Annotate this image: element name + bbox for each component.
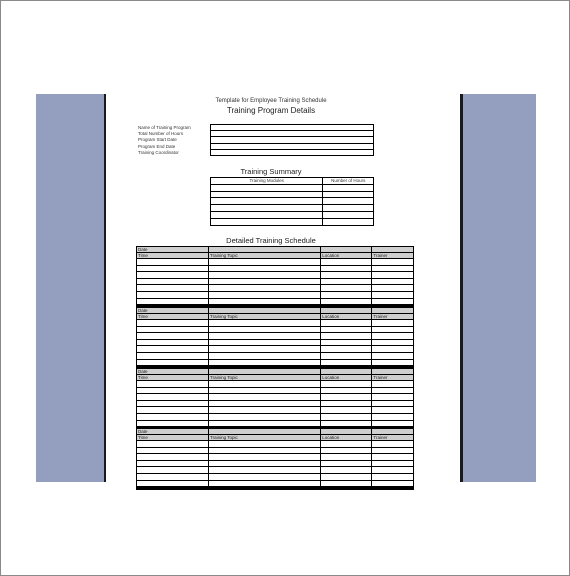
schedule-cell[interactable] [209,259,321,266]
schedule-cell[interactable] [372,326,414,333]
block-end-rule [137,487,414,490]
schedule-table [136,368,414,430]
schedule-cell[interactable] [372,400,414,407]
schedule-cell[interactable] [137,447,209,454]
schedule-row [137,467,414,474]
schedule-cell[interactable] [209,326,321,333]
schedule-cell[interactable] [209,447,321,454]
schedule-cell[interactable] [321,400,372,407]
summary-header-cell: Training Modules [211,178,323,185]
schedule-cell[interactable] [209,413,321,420]
schedule-cell[interactable] [321,320,372,327]
schedule-cell[interactable] [321,259,372,266]
schedule-row [137,473,414,480]
schedule-cell[interactable] [372,394,414,401]
date-label: Date [137,429,209,435]
schedule-cell[interactable] [137,333,209,340]
schedule-cell[interactable] [372,352,414,359]
schedule-cell[interactable] [321,394,372,401]
schedule-row [137,394,414,401]
schedule-cell[interactable] [372,259,414,266]
schedule-cell[interactable] [321,480,372,487]
schedule-cell[interactable] [209,272,321,279]
schedule-cell[interactable] [137,298,209,305]
schedule-cell[interactable] [209,265,321,272]
schedule-header-cell: Time [137,375,209,381]
schedule-header-cell: Trainer [372,375,414,381]
schedule-row [137,480,414,487]
schedule-row [137,298,414,305]
schedule-cell[interactable] [137,285,209,292]
schedule-cell[interactable] [372,265,414,272]
schedule-cell[interactable] [372,387,414,394]
schedule-cell[interactable] [209,441,321,448]
schedule-cell[interactable] [321,460,372,467]
schedule-cell[interactable] [137,467,209,474]
block-end-rule-cell [137,487,414,490]
schedule-cell[interactable] [372,346,414,353]
summary-cell[interactable] [211,198,323,205]
schedule-cell[interactable] [209,278,321,285]
schedule-row [137,265,414,272]
schedule-cell[interactable] [372,441,414,448]
schedule-cell[interactable] [137,291,209,298]
schedule-cell[interactable] [372,467,414,474]
right-side-panel [460,94,536,482]
schedule-cell[interactable] [321,346,372,353]
training-summary-table [210,177,374,226]
details-label: Program End Date [138,143,176,149]
schedule-cell[interactable] [321,352,372,359]
schedule-cell[interactable] [372,298,414,305]
schedule-cell[interactable] [137,407,209,414]
schedule-row [137,272,414,279]
left-side-panel [36,94,106,482]
schedule-cell[interactable] [321,272,372,279]
schedule-cell[interactable] [137,346,209,353]
schedule-cell[interactable] [137,460,209,467]
summary-row [211,205,374,212]
schedule-cell[interactable] [209,298,321,305]
schedule-title: Detailed Training Schedule [226,236,316,245]
schedule-cell[interactable] [137,387,209,394]
schedule-cell[interactable] [209,467,321,474]
schedule-cell[interactable] [137,265,209,272]
schedule-cell[interactable] [209,454,321,461]
schedule-cell[interactable] [137,420,209,427]
schedule-row [137,333,414,340]
schedule-cell[interactable] [321,381,372,388]
schedule-table [136,428,414,490]
schedule-cell[interactable] [372,460,414,467]
schedule-cell[interactable] [209,339,321,346]
schedule-cell[interactable] [321,333,372,340]
summary-cell[interactable] [323,218,374,225]
schedule-header-cell: Trainer [372,435,414,441]
schedule-cell[interactable] [321,420,372,427]
summary-row [211,191,374,198]
summary-cell[interactable] [323,211,374,218]
schedule-cell[interactable] [372,339,414,346]
schedule-cell[interactable] [321,441,372,448]
schedule-cell[interactable] [321,265,372,272]
schedule-row [137,326,414,333]
schedule-header-cell: Training Topic [209,435,321,441]
schedule-cell[interactable] [209,352,321,359]
summary-cell[interactable] [211,191,323,198]
schedule-row [137,413,414,420]
summary-row [211,198,374,205]
schedule-cell[interactable] [321,298,372,305]
schedule-cell[interactable] [137,352,209,359]
schedule-cell[interactable] [372,473,414,480]
schedule-cell[interactable] [372,480,414,487]
schedule-row [137,346,414,353]
schedule-cell[interactable] [137,473,209,480]
schedule-header-cell: Location [321,435,372,441]
summary-header-cell: Number of Hours [323,178,374,185]
schedule-cell[interactable] [321,447,372,454]
schedule-cell[interactable] [372,454,414,461]
schedule-cell[interactable] [321,407,372,414]
schedule-cell[interactable] [372,359,414,366]
summary-cell[interactable] [211,211,323,218]
schedule-header-cell: Time [137,253,209,259]
schedule-cell[interactable] [209,346,321,353]
schedule-cell[interactable] [137,381,209,388]
schedule-cell[interactable] [372,320,414,327]
schedule-row [137,359,414,366]
schedule-cell[interactable] [209,473,321,480]
schedule-cell[interactable] [372,381,414,388]
training-summary-title: Training Summary [240,167,302,176]
schedule-day-block [136,428,414,490]
schedule-header-cell: Trainer [372,314,414,320]
schedule-cell[interactable] [209,359,321,366]
schedule-row [137,259,414,266]
schedule-cell[interactable] [321,359,372,366]
schedule-cell[interactable] [372,407,414,414]
schedule-header-cell: Time [137,435,209,441]
schedule-cell[interactable] [321,454,372,461]
summary-row [211,218,374,225]
details-label: Training Coordinator [138,149,179,155]
schedule-cell[interactable] [209,320,321,327]
summary-cell[interactable] [211,184,323,191]
schedule-header-cell: Location [321,314,372,320]
schedule-cell[interactable] [321,467,372,474]
schedule-cell[interactable] [321,339,372,346]
schedule-cell[interactable] [137,413,209,420]
schedule-day-block [136,368,414,430]
summary-cell[interactable] [211,205,323,212]
schedule-row [137,400,414,407]
schedule-cell[interactable] [321,278,372,285]
schedule-cell[interactable] [209,480,321,487]
schedule-cell[interactable] [372,333,414,340]
schedule-header-cell: Location [321,253,372,259]
summary-cell[interactable] [323,191,374,198]
schedule-header-cell: Training Topic [209,375,321,381]
schedule-row [137,447,414,454]
schedule-cell[interactable] [321,413,372,420]
schedule-cell[interactable] [321,291,372,298]
schedule-table [136,307,414,369]
summary-cell[interactable] [323,184,374,191]
schedule-cell[interactable] [137,441,209,448]
schedule-cell[interactable] [372,272,414,279]
schedule-cell[interactable] [372,278,414,285]
details-label: Program Start Date [138,137,177,143]
schedule-cell[interactable] [372,413,414,420]
schedule-cell[interactable] [209,460,321,467]
document-page [106,94,460,482]
schedule-cell[interactable] [137,480,209,487]
date-label: Date [137,247,209,253]
schedule-cell[interactable] [137,278,209,285]
schedule-row [137,387,414,394]
details-field[interactable] [211,149,374,155]
schedule-cell[interactable] [209,400,321,407]
schedule-row [137,460,414,467]
schedule-cell[interactable] [372,420,414,427]
schedule-header-cell: Training Topic [209,314,321,320]
schedule-cell[interactable] [372,291,414,298]
schedule-cell[interactable] [209,387,321,394]
schedule-header-cell: Trainer [372,253,414,259]
schedule-cell[interactable] [137,454,209,461]
schedule-cell[interactable] [321,387,372,394]
schedule-row [137,381,414,388]
schedule-cell[interactable] [137,259,209,266]
schedule-cell[interactable] [137,320,209,327]
summary-cell[interactable] [323,205,374,212]
document-title: Training Program Details [226,106,316,115]
details-label: Name of Training Program [138,125,191,130]
schedule-cell[interactable] [137,272,209,279]
schedule-table [136,246,414,308]
schedule-row [137,441,414,448]
schedule-header-cell: Location [321,375,372,381]
summary-row [211,211,374,218]
schedule-header-cell: Time [137,314,209,320]
document-pre-title: Template for Employee Training Schedule [215,98,327,104]
summary-row [211,184,374,191]
schedule-cell[interactable] [209,285,321,292]
schedule-row [137,285,414,292]
summary-cell[interactable] [323,198,374,205]
schedule-row [137,407,414,414]
schedule-cell[interactable] [137,394,209,401]
summary-cell[interactable] [211,218,323,225]
schedule-row [137,291,414,298]
details-label: Total Number of Hours [138,131,184,137]
schedule-day-block [136,246,414,308]
schedule-cell[interactable] [321,473,372,480]
schedule-cell[interactable] [321,326,372,333]
program-details-labels [138,125,210,156]
schedule-header-cell: Training Topic [209,253,321,259]
program-details-table [210,124,374,156]
schedule-row [137,352,414,359]
schedule-cell[interactable] [372,285,414,292]
schedule-cell[interactable] [137,359,209,366]
date-label: Date [137,308,209,314]
schedule-row [137,454,414,461]
schedule-row [137,320,414,327]
schedule-cell[interactable] [209,381,321,388]
schedule-row [137,339,414,346]
schedule-cell[interactable] [209,291,321,298]
schedule-cell[interactable] [137,400,209,407]
date-label: Date [137,369,209,375]
schedule-row [137,420,414,427]
schedule-cell[interactable] [321,285,372,292]
schedule-cell[interactable] [209,407,321,414]
schedule-cell[interactable] [209,333,321,340]
schedule-cell[interactable] [137,339,209,346]
schedule-row [137,278,414,285]
schedule-day-block [136,307,414,369]
schedule-cell[interactable] [372,447,414,454]
schedule-cell[interactable] [137,326,209,333]
schedule-cell[interactable] [209,394,321,401]
schedule-cell[interactable] [209,420,321,427]
